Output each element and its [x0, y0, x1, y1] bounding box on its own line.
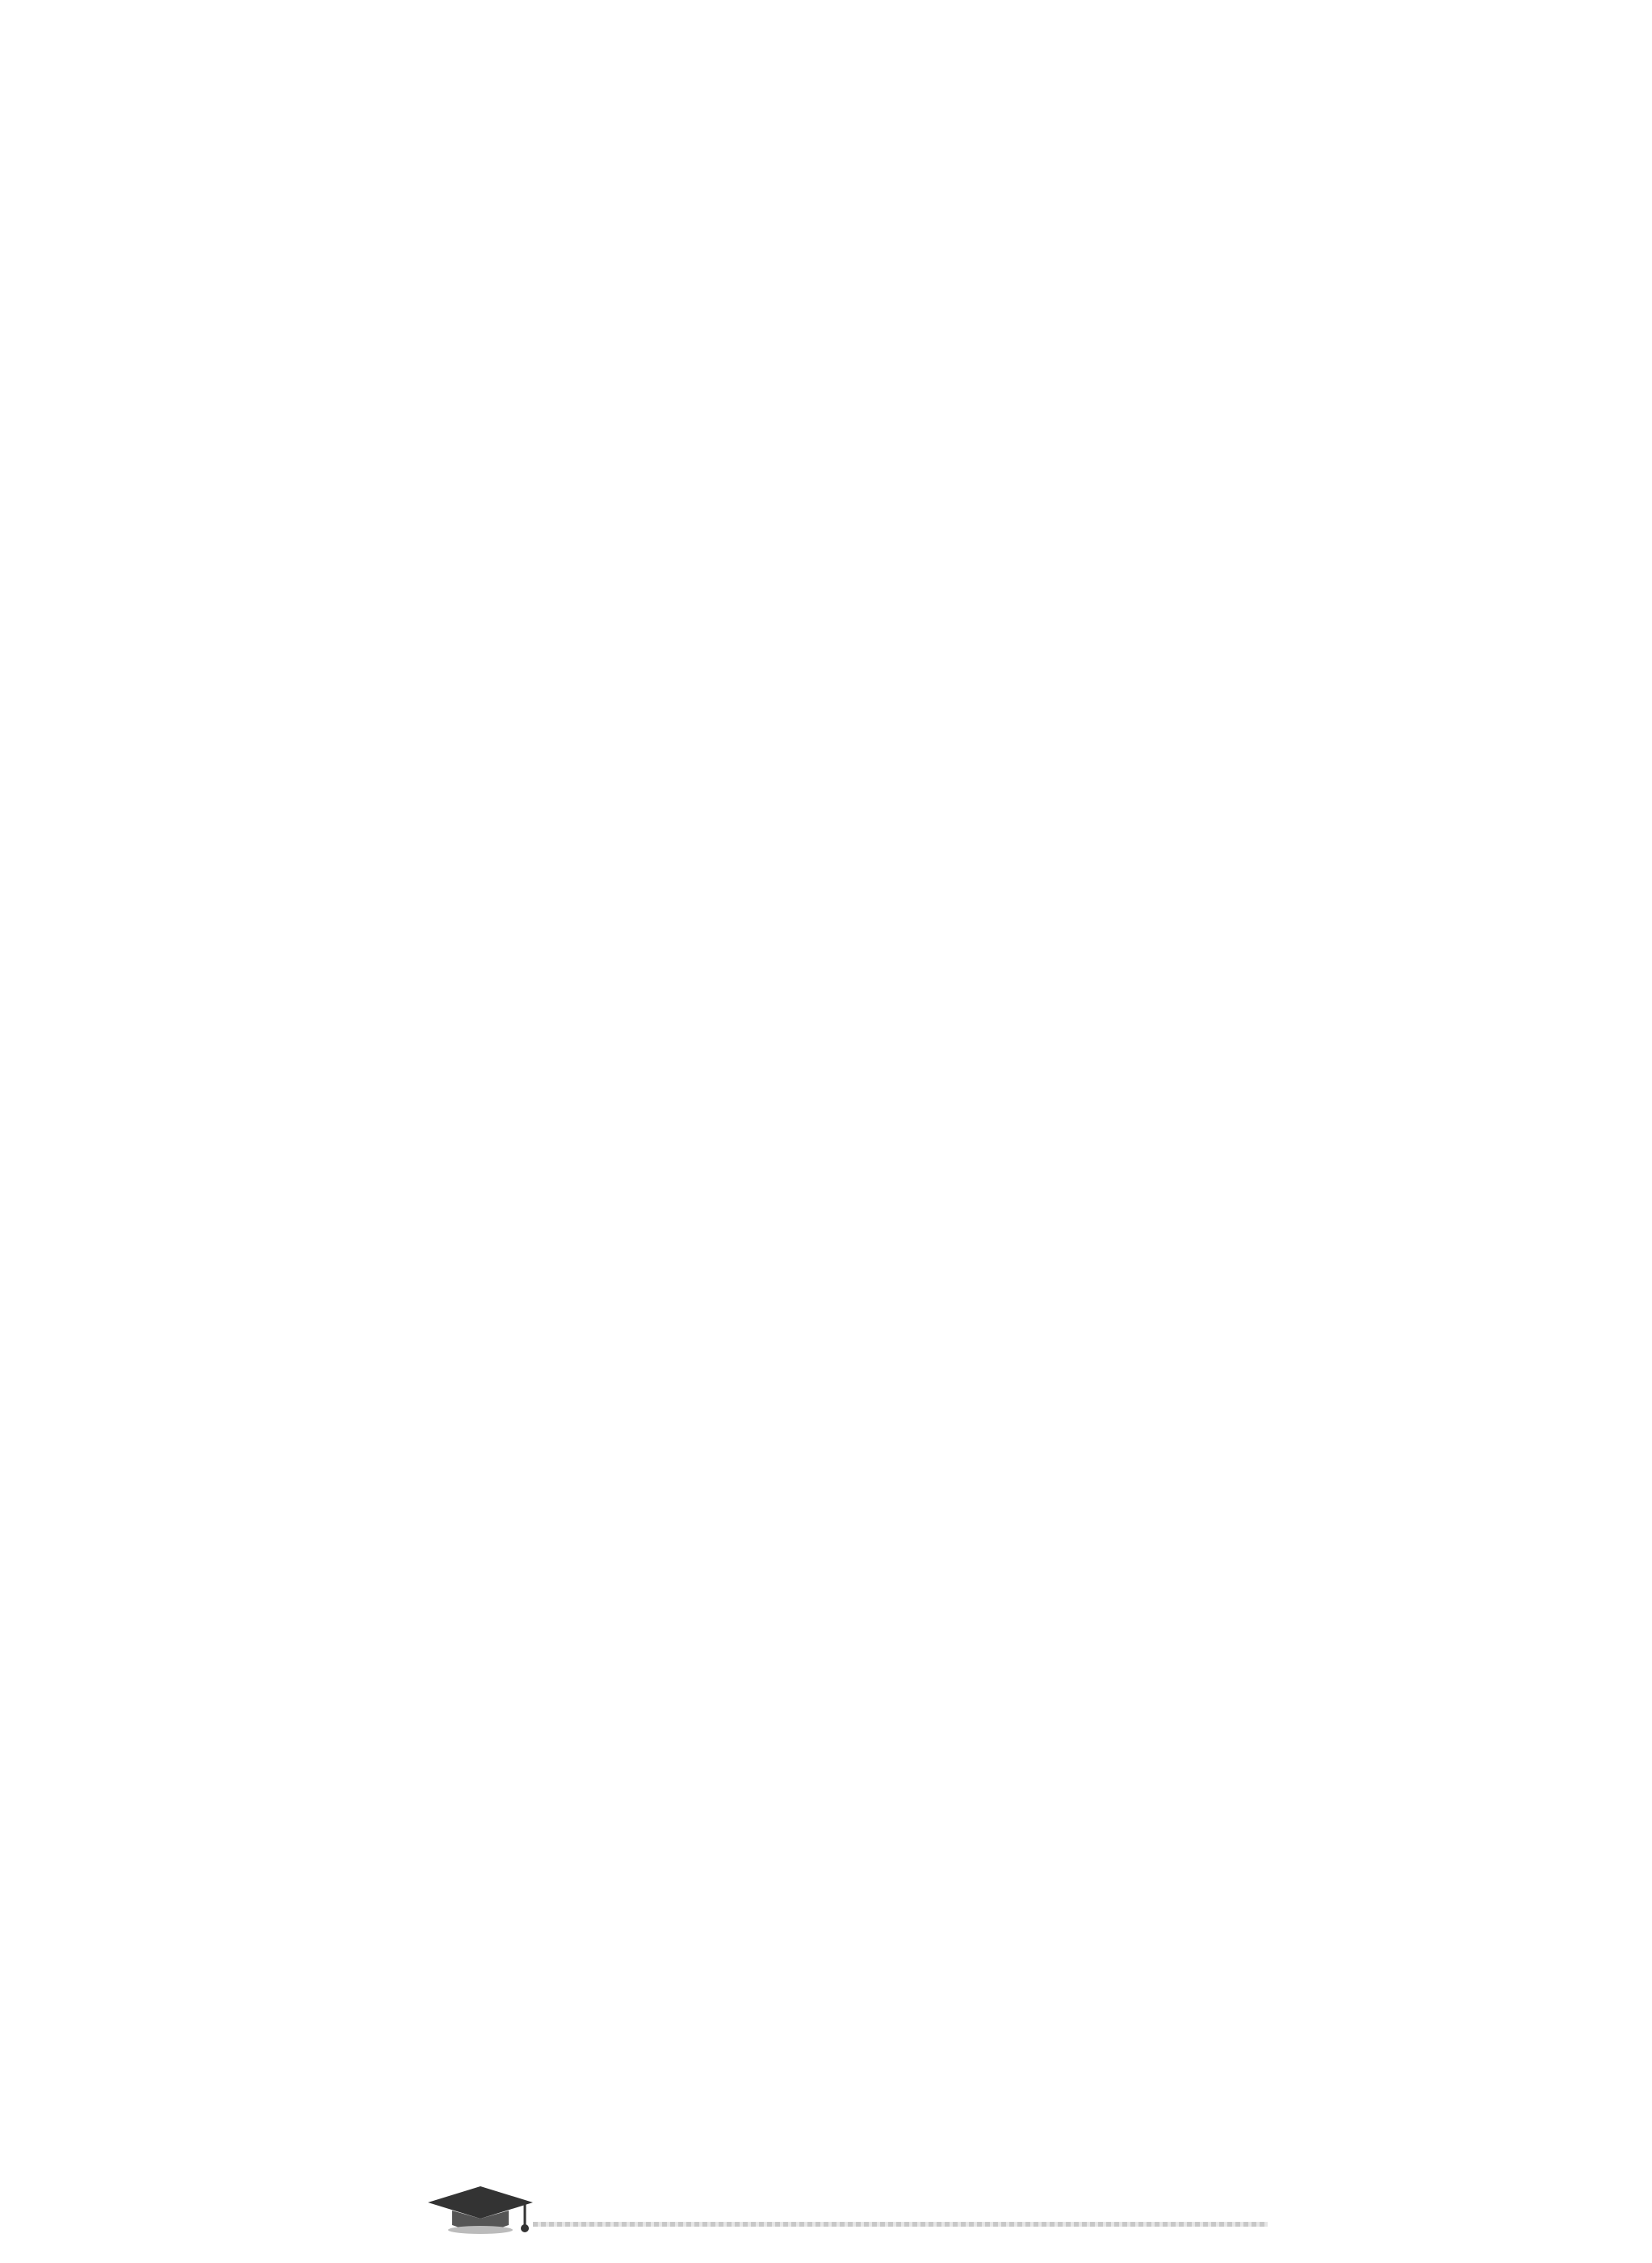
footer [420, 2180, 1268, 2236]
footer-text [654, 2198, 744, 2226]
graduation-cap-icon [420, 2180, 541, 2236]
footer-divider [533, 2222, 1268, 2227]
